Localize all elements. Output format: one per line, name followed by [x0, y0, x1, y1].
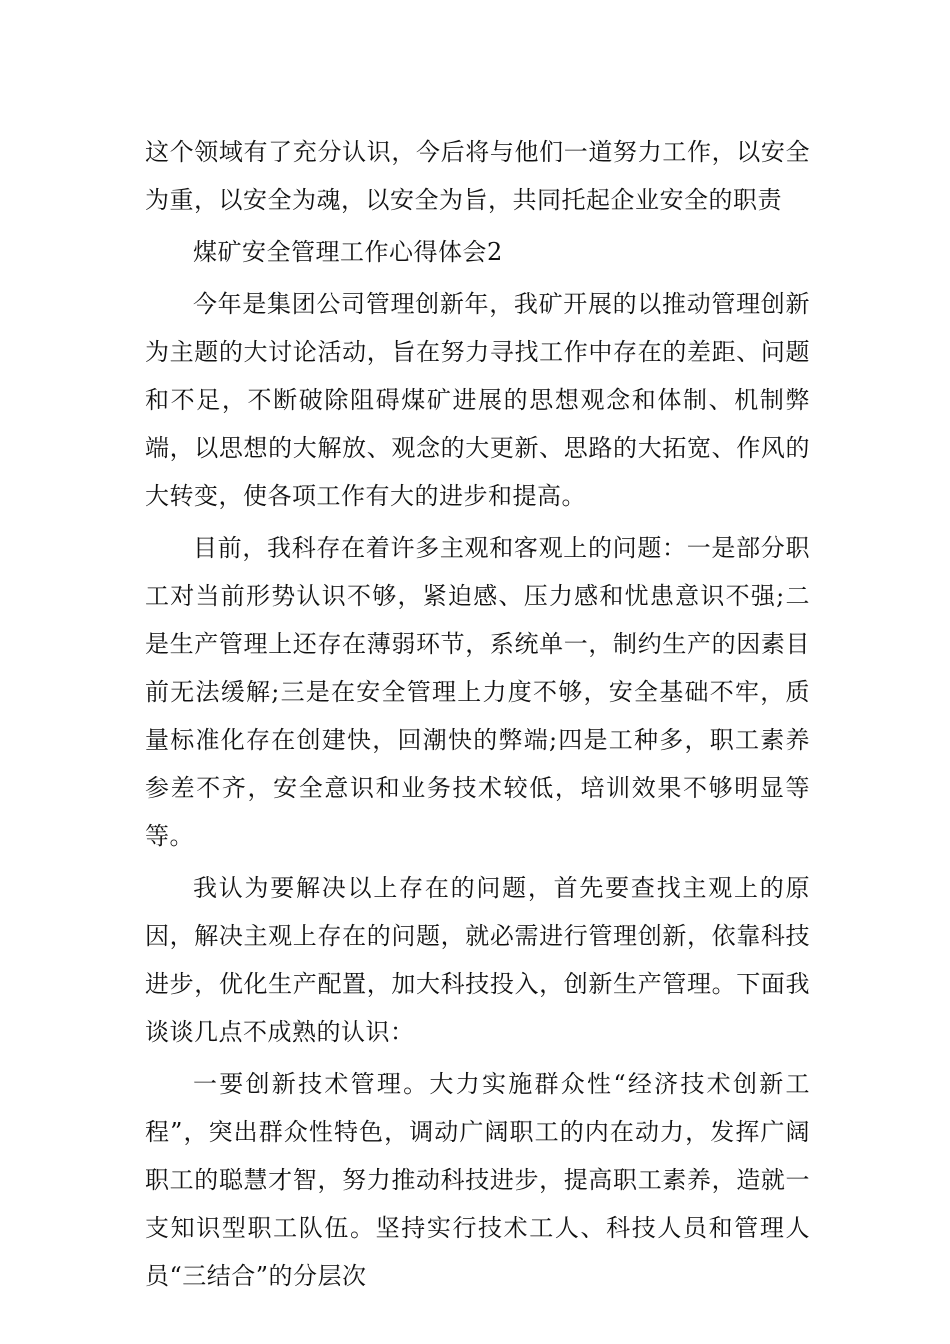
- body-paragraph-4: 一要创新技术管理。大力实施群众性“经济技术创新工程”，突出群众性特色，调动广阔职工的内在动力，发挥广阔职工的聪慧才智，努力推动科技进步，提高职工素养，造就一支知识型职工队伍。坚持实行技术工人、科技人员和管理人员“三结合”的分层次: [145, 1070, 810, 1290]
- continuation-paragraph: 这个领域有了充分认识，今后将与他们一道努力工作，以安全为重，以安全为魂，以安全为旨，共同托起企业安全的职责: [145, 138, 810, 214]
- document-body: [145, 128, 810, 1304]
- section-heading: 煤矿安全管理工作心得体会2: [193, 238, 503, 266]
- body-paragraph-1: 今年是集团公司管理创新年，我矿开展的以推动管理创新为主题的大讨论活动，旨在努力寻找工作中存在的差距、问题和不足，不断破除阻碍煤矿进展的思想观念和体制、机制弊端，以思想的大解放、观念的大更新、思路的大拓宽、作风的大转变，使各项工作有大的进步和提高。: [145, 290, 810, 510]
- body-paragraph-3: 我认为要解决以上存在的问题，首先要查找主观上的原因，解决主观上存在的问题，就必需进行管理创新，依靠科技进步，优化生产配置，加大科技投入，创新生产管理。下面我谈谈几点不成熟的认识：: [145, 874, 810, 1046]
- body-paragraph-2: 目前，我科存在着许多主观和客观上的问题：一是部分职工对当前形势认识不够，紧迫感、压力感和忧患意识不强;二是生产管理上还存在薄弱环节，系统单一，制约生产的因素目前无法缓解;三是在安全管理上力度不够，安全基础不牢，质量标准化存在创建快，回潮快的弊端;四是工种多，职工素养参差不齐，安全意识和业务技术较低，培训效果不够明显等等。: [145, 534, 810, 850]
